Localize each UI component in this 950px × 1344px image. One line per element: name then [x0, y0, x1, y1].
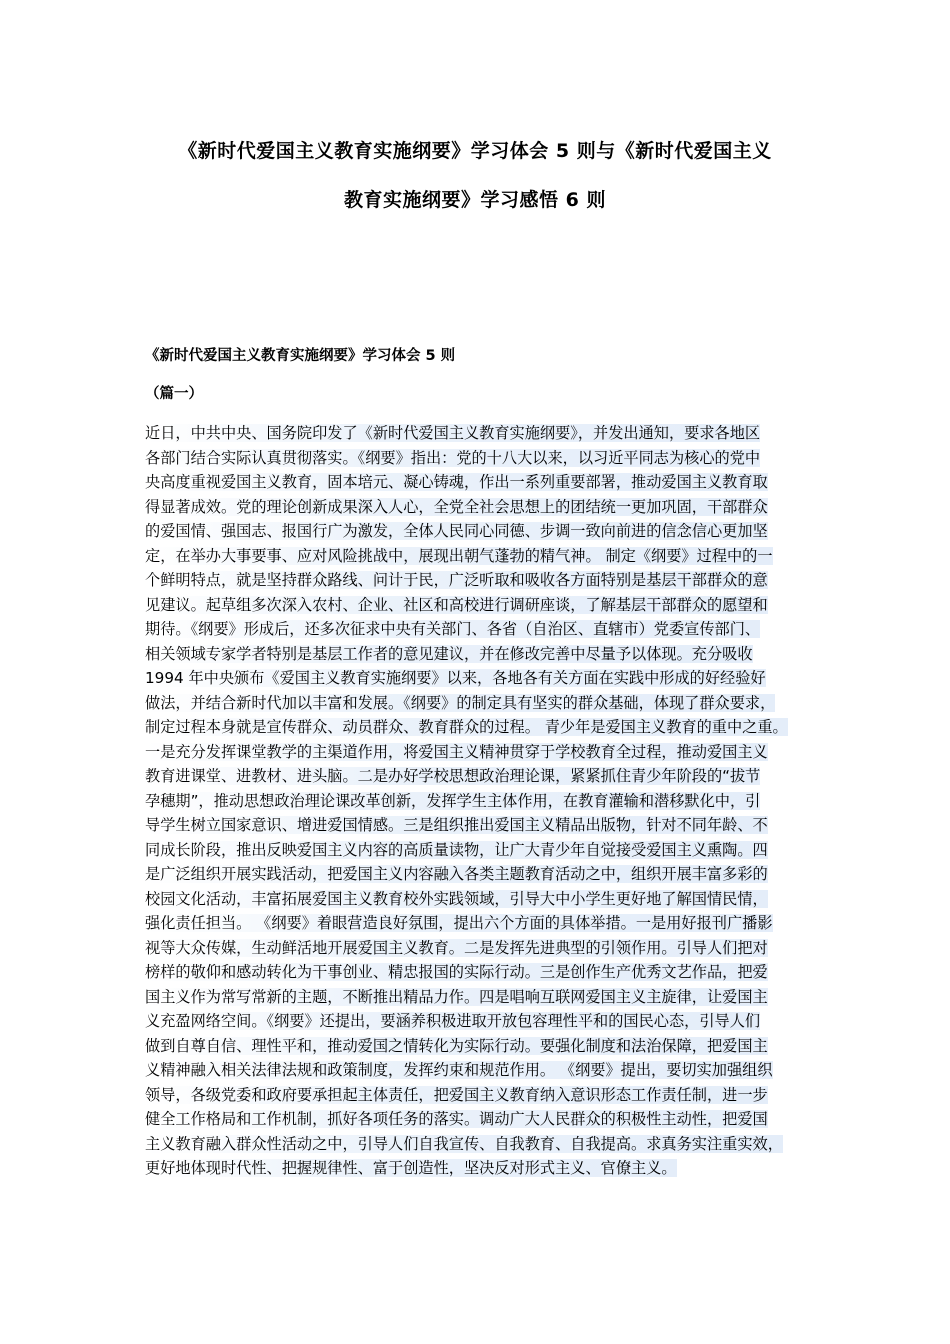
body-line: [145, 1034, 815, 1059]
body-line-text: 做到自尊自信、理性平和，推动爱国之情转化为实际行动。要强化制度和法治保障，把爱国主: [145, 1036, 768, 1055]
body-line-text: 定，在举办大事要事、应对风险挑战中，展现出朝气蓬勃的精气神。 制定《纲要》过程中的一: [145, 546, 773, 565]
body-line-text: 个鲜明特点，就是坚持群众路线、问计于民，广泛听取和吸收各方面特别是基层干部群众的意: [145, 571, 768, 589]
body-line: [145, 740, 815, 765]
body-line-text: 见建议。起草组多次深入农村、企业、社区和高校进行调研座谈，了解基层干部群众的愿望和: [145, 595, 768, 614]
body-line-text: 的爱国情、强国志、报国行广为激发，全体人民同心同德、步调一致向前进的信念信心更加坚: [145, 522, 768, 540]
body-line-text: 孕穗期”，推动思想政治理论课改革创新，发挥学生主体作用，在教育灌输和潜移默化中，引: [145, 791, 761, 810]
body-line: [145, 1083, 815, 1108]
body-line-text: 强化责任担当。 《纲要》着眼营造良好氛围，提出六个方面的具体举措。一是用好报刊广播影: [145, 914, 773, 932]
body-line-text: 教育进课堂、进教材、进头脑。二是办好学校思想政治理论课，紧紧抓住青少年阶段的“拔节: [145, 767, 761, 785]
body-line: [145, 446, 815, 471]
body-line: [145, 519, 815, 544]
body-line: [145, 1107, 815, 1132]
part-heading: （篇一）: [145, 386, 203, 402]
body-line-text: 国主义作为常写常新的主题，不断推出精品力作。四是唱响互联网爱国主义主旋律，让爱国主: [145, 987, 768, 1006]
body-line: [145, 544, 815, 569]
body-line-text: 做法，并结合新时代加以丰富和发展。《纲要》的制定具有坚实的群众基础，体现了群众要求，: [145, 693, 776, 712]
body-line-text: 领导，各级党委和政府要承担起主体责任，把爱国主义教育纳入意识形态工作责任制，进一步: [145, 1085, 768, 1104]
body-line-text: 制定过程本身就是宣传群众、动员群众、教育群众的过程。 青少年是爱国主义教育的重中之重。: [145, 718, 788, 736]
body-line-text: 1994 年中央颁布《爱国主义教育实施纲要》以来，各地各有关方面在实践中形成的好经验好: [145, 669, 766, 687]
body-line: [145, 593, 815, 618]
body-line-text: 相关领域专家学者特别是基层工作者的意见建议，并在修改完善中尽量予以体现。充分吸收: [145, 644, 753, 663]
body-line-text: 视等大众传媒，生动鲜活地开展爱国主义教育。二是发挥先进典型的引领作用。引导人们把对: [145, 938, 768, 957]
body-line-text: 近日，中共中央、国务院印发了《新时代爱国主义教育实施纲要》，并发出通知，要求各地区: [145, 424, 761, 442]
body-line: [145, 862, 815, 887]
document-title-line-2: 教育实施纲要》学习感悟 6 则: [344, 189, 606, 211]
body-line: [145, 1009, 815, 1034]
body-line-text: 导学生树立国家意识、增进爱国情感。三是组织推出爱国主义精品出版物，针对不同年龄、不: [145, 816, 768, 834]
section-heading: 《新时代爱国主义教育实施纲要》学习体会 5 则: [145, 348, 456, 364]
body-line: [145, 470, 815, 495]
body-line-text: 榜样的敬仰和感动转化为干事创业、精忠报国的实际行动。三是创作生产优秀文艺作品，把爱: [145, 963, 768, 981]
body-line: [145, 691, 815, 716]
body-line-text: 央高度重视爱国主义教育，固本培元、凝心铸魂，作出一系列重要部署，推动爱国主义教育取: [145, 473, 768, 491]
body-line-text: 是广泛组织开展实践活动，把爱国主义内容融入各类主题教育活动之中，组织开展丰富多彩的: [145, 865, 768, 883]
body-line-text: 主义教育融入群众性活动之中，引导人们自我宣传、自我教育、自我提高。求真务实注重实效，: [145, 1134, 783, 1153]
body-line: [145, 960, 815, 985]
body-line-text: 期待。《纲要》形成后，还多次征求中央有关部门、各省（自治区、直辖市）党委宣传部门、: [145, 620, 761, 638]
body-line: [145, 887, 815, 912]
body-line: [145, 985, 815, 1010]
body-line-text: 更好地体现时代性、把握规律性、富于创造性，坚决反对形式主义、官僚主义。: [145, 1159, 677, 1177]
body-line: [145, 495, 815, 520]
body-line: [145, 789, 815, 814]
body-paragraph: [145, 421, 815, 1181]
body-line-text: 各部门结合实际认真贯彻落实。《纲要》指出：党的十八大以来，以习近平同志为核心的党中: [145, 448, 761, 467]
body-line-text: 义精神融入相关法律法规和政策制度，发挥约束和规范作用。 《纲要》提出，要切实加强组织: [145, 1061, 773, 1079]
body-line: [145, 936, 815, 961]
body-line-text: 同成长阶段，推出反映爱国主义内容的高质量读物，让广大青少年自觉接受爱国主义熏陶。四: [145, 840, 768, 859]
body-line-text: 健全工作格局和工作机制，抓好各项任务的落实。调动广大人民群众的积极性主动性，把爱国: [145, 1110, 768, 1128]
body-line-text: 校园文化活动，丰富拓展爱国主义教育校外实践领域，引导大中小学生更好地了解国情民情，: [145, 889, 768, 908]
body-line: [145, 838, 815, 863]
body-line: [145, 568, 815, 593]
body-line: [145, 813, 815, 838]
body-line: [145, 642, 815, 667]
body-line: [145, 421, 815, 446]
body-line: [145, 666, 815, 691]
body-line: [145, 1132, 815, 1157]
body-line: [145, 764, 815, 789]
body-line-text: 义充盈网络空间。《纲要》还提出，要涵养积极进取开放包容理性平和的国民心态，引导人们: [145, 1012, 761, 1030]
body-line: [145, 1156, 815, 1181]
body-line: [145, 911, 815, 936]
body-line: [145, 617, 815, 642]
body-line: [145, 715, 815, 740]
document-title-line-1: 《新时代爱国主义教育实施纲要》学习体会 5 则与《新时代爱国主义: [178, 140, 772, 162]
body-line-text: 得显著成效。党的理论创新成果深入人心，全党全社会思想上的团结统一更加巩固，干部群众: [145, 497, 768, 516]
body-line: [145, 1058, 815, 1083]
body-line-text: 一是充分发挥课堂教学的主渠道作用，将爱国主义精神贯穿于学校教育全过程，推动爱国主义: [145, 742, 768, 761]
